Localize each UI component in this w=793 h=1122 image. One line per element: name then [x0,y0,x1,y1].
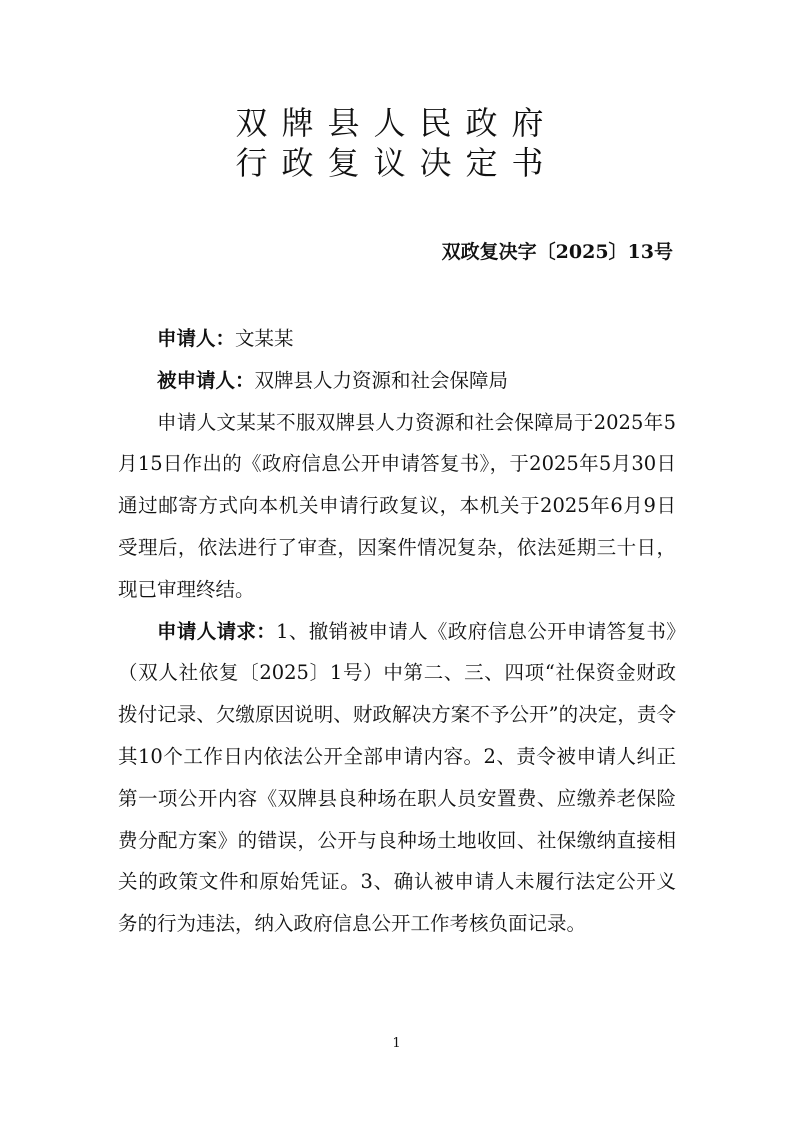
respondent-value: 双牌县人力资源和社会保障局 [254,368,509,392]
document-title-line2: 行政复议决定书 [235,144,558,182]
document-number: 双政复决字〔2025〕13号 [441,241,673,263]
respondent-line [118,360,676,402]
respondent-label: 被申请人： [157,368,255,392]
requests-label: 申请人请求： [157,619,277,643]
applicant-line [118,318,676,360]
requests-text: 1、撤销被申请人《政府信息公开申请答复书》（双人社依复〔2025〕1号）中第二、三、四项“社保资金财政拨付记录、欠缴原因说明、财政解决方案不予公开”的决定，责令其10个工作日内依法公开全部申请内容。2、责令被申请人纠正第一项公开内容《双牌县良种场在职人员安置费、应缴养老保险费分配方案》的错误，公开与良种场土地收回、社保缴纳直接相关的政策文件和原始凭证。3、确认被申请人未履行法定公开义务的行为违法，纳入政府信息公开工作考核负面记录。 [118,619,676,936]
requests-paragraph [118,611,676,945]
page-number: 1 [392,1036,401,1051]
document-title-line1: 双牌县人民政府 [235,104,558,142]
document-body [118,318,676,945]
case-background-paragraph: 申请人文某某不服双牌县人力资源和社会保障局于2025年5月15日作出的《政府信息公开申请答复书》，于2025年5月30日通过邮寄方式向本机关申请行政复议，本机关于2025年6月9日受理后，依法进行了审查，因案件情况复杂，依法延期三十日，现已审理终结。 [118,410,676,601]
applicant-value: 文某某 [235,327,294,350]
applicant-label: 申请人： [157,327,236,350]
